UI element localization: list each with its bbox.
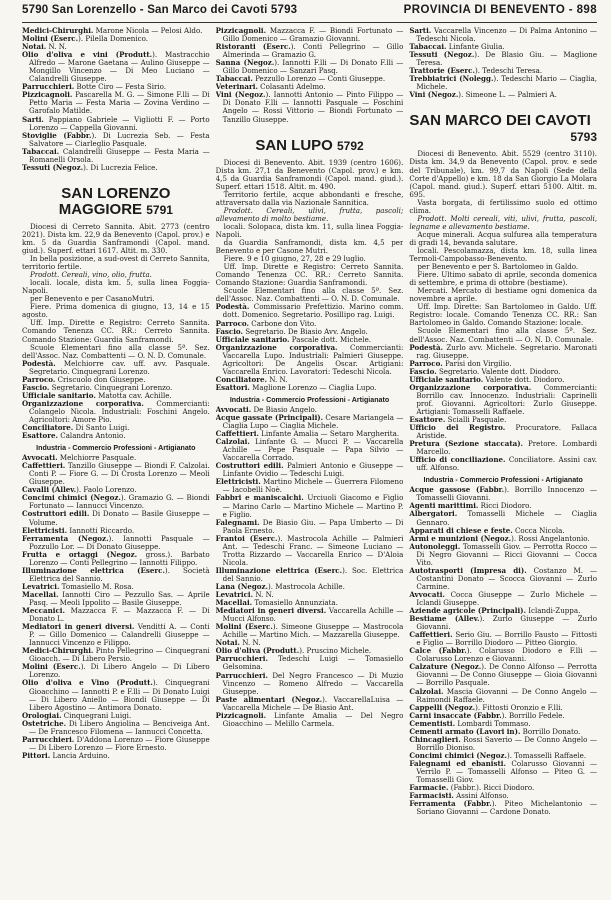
entry-category: Lana (Negoz. [215, 582, 269, 591]
entry: Ufficiale sanitario. Pascale dott. Michele. [215, 334, 372, 344]
entry: Calzolai. Linfante G. — Mucci P. — Vaccarella Achille — Pepe Pasquale — Papa Silvio — Vaccarella Corrado. [215, 437, 404, 463]
entry: Bestiame (Allev.). Zurlo Giuseppe — Zurlo Giovanni. [409, 614, 597, 632]
entry: Olio d'oliva (Produtt.). Pruscino Michele. [215, 646, 372, 656]
town-para: per Benevento e per S. Bartolomeo in Galdo. [417, 262, 579, 272]
entry-category: Acque gassate (Principali). [215, 413, 324, 423]
entry: Ufficiale sanitario. Matotta cav. Achille. [22, 390, 172, 400]
entry: Tabaccai. Calandrelli Giuseppe — Festa Maria — Romanelli Orsola. [22, 146, 210, 164]
entry-category: Meccanici. [22, 606, 65, 616]
entry: Parroco. Carbone don Vito. [215, 318, 317, 328]
entry: Caffettieri. Tanzillo Giuseppe — Biondi F. Calzolai. Conti P. — Fiore G. — Di Crosta Lorenzo — Meoli Giuseppe. [22, 461, 210, 487]
entry: Illuminazione elettrica (Eserc.). Società Elettrica del Sannio. [22, 565, 210, 583]
entry: Ristoranti (Eserc.). Conti Pellegrino — Gillo Almerinda — Gramazio G. [215, 42, 404, 60]
entry: Concimi chimici (Negoz.). Gramazio G. — Biondi Fortunato — Iannucci Vincenzo. [22, 493, 210, 511]
town-para: Prodott. Cereali, vino, olio, frutta. [30, 270, 152, 280]
entry: Esattori. Maglione Lorenzo — Ciaglia Lupo. [215, 382, 377, 392]
entry-category: Parrucchieri. [22, 82, 75, 92]
entry: Parrucchieri. Tedeschi Luigi — Tomasiello Gelsomina. [215, 654, 404, 672]
entry-category: Sarti. [409, 27, 432, 35]
entry-category: Albergatori. [409, 509, 458, 519]
entry: Fascio. Segretario. De Biasio Avv. Angelo. [215, 326, 368, 336]
town-para: locali. Pescolamazza, dista km. 18, sulla linea Termoli-Campobasso-Benevento. [409, 245, 597, 264]
entry: Ufficiale sanitario. Valente dott. Diodoro. [409, 374, 565, 384]
section-heading: Industria - Commercio Professioni - Artigianato [36, 444, 196, 453]
entry: Macellai. Tomasiello Annunziata. [215, 598, 338, 608]
entry: Podestà. Zurlo avv. Michele. Segretario. Maronati rag. Giuseppe. [409, 342, 597, 360]
entry: Parrucchieri. Del Negro Francesco — Di Muzio Vincenzo — Romeno Alfredo — Vaccarella Giuseppe. [215, 670, 404, 696]
entry-category: Parrucchieri. [215, 670, 268, 680]
town-number: 5792 [337, 138, 364, 153]
entry-category: Ostetriche. [22, 718, 67, 728]
town-para: Vasta borgata, di fertilissimo suolo ed ottimo clima. [409, 197, 597, 215]
entry-category: Pretura (Sezione staccata). [409, 439, 524, 449]
entry-category: Organizzazione corporativa. [22, 398, 144, 408]
entry: Frutta e ortaggi (Negoz. gross.). Barbato Lorenzo — Conti Pellegrino — Iannotti Filippo. [22, 549, 210, 567]
entry: Notai. N. N. [215, 638, 261, 648]
town-para: per Benevento e per CasanoMutri. [30, 294, 155, 304]
entry-category: Fascio. [22, 382, 50, 392]
entry: Esattore. Scialli Pasquale. [409, 414, 507, 424]
entry: Sarti. Vaccarella Vincenzo — Di Palma Antonino — Tedeschi Nicola. [409, 27, 597, 44]
entry-category: Ufficiale sanitario. [409, 374, 484, 384]
town-name: SAN MARCO DEI CAVOTI [409, 112, 591, 130]
entry: Molini (Eserc.). Simeone Giuseppe — Mastrocola Achille — Martino Mich. — Mazzarella Giuseppe. [215, 622, 404, 640]
entry-category: Parrucchieri. [22, 734, 75, 744]
entry-category: Orologiai. [22, 710, 62, 720]
entry-category: Elettricisti. [22, 525, 68, 535]
entry-category: Pizzicagnoli. [215, 27, 267, 35]
entry-category: Parroco. [22, 374, 56, 384]
entry-category: Mediatori in generi diversi. [22, 622, 135, 632]
entry-category: Vini (Negoz. [215, 90, 266, 100]
entry-category: Cavalli (Allev. [22, 485, 77, 495]
entry-category: Esattori. [215, 382, 250, 392]
entry: Ferramenta (Negoz.). Iannotti Pasquale — Pozzullo Lor. — Di Donato Giuseppe. [22, 533, 210, 551]
entry-category: Autotrasporti (Impresa di). [409, 565, 527, 575]
entry-category: Frutta e ortaggi (Negoz. [22, 549, 138, 559]
entry: Organizzazione corporativa. Commercianti: Colangelo Nicola. Industriali: Foschini Angelo. Agricoltori: Amore Pio. [22, 398, 210, 424]
entry-category: Apparati di chiese e feste. [409, 525, 513, 535]
entry-category: Medici-Chirurghi. [22, 27, 94, 35]
entry-category: Ufficio del Registro. [409, 423, 506, 433]
entry: Caffettieri. Linfante Amalia — Setaro Margherita. [215, 429, 400, 439]
town-para: Uff. Imp. Dirette: San Bartolomeo in Galdo. Uff. Registro: locale. Comando Tenenza CC. RR.: San Bartolomeo in Galdo. Comando Stazione: locale. [409, 302, 597, 328]
town-para: Acque minerali. Acqua sulfurea alla temperatura di gradi 14, bevanda salutare. [409, 229, 597, 247]
town-para: Scuole Elementari fino alla classe 5ª. Sez. dell'Assoc. Naz. Combattenti — O. N. D. Comunale. [22, 342, 210, 360]
entry: Conciliatore. N. N. [215, 374, 288, 384]
entry: Veterinari. Colasanti Adelmo. [215, 82, 326, 92]
entry: Meccanici. Mazzacca F. — Mazzacca F. — Di Donato L. [22, 606, 210, 624]
town-para: Scuole Elementari fino alla classe 5ª. Sez. dell'Assoc. Naz. Combattenti — O. N. D. Comunale. [215, 286, 404, 304]
entry: Farmacisti. Assini Alfonso. [409, 791, 509, 801]
entry-category: Avvocati. [409, 589, 445, 599]
entry-category: Tabaccai. [215, 74, 253, 84]
entry: Aziende agricole (Principali). Iclandi-Zuppa. [409, 606, 581, 616]
town-name-line1: SAN LORENZO [61, 184, 171, 202]
section-heading: Industria - Commercio Professioni - Artigianato [229, 395, 390, 404]
columns [22, 27, 597, 897]
entry-category: Fabbri e maniscalchi. [215, 493, 304, 503]
entry: Sanna (Negoz.). Iannotti F.lli — Di Donato F.lli — Gillo Domenico — Sanzari Pasq. [215, 58, 404, 76]
town-para: locali. Solopaca, dista km. 11, sulla linea Foggia-Napoli. [215, 221, 404, 239]
entry-category: Molini (Eserc. [22, 34, 79, 44]
entry: Pretura (Sezione staccata). Pretore. Lombardi Marcello. [409, 439, 597, 457]
entry: Cementi armato (Lavori in). Borrillo Donato. [409, 726, 581, 736]
entry: Agenti marittimi. Ricci Diodoro. [409, 501, 532, 511]
town-para: Prodott. Cereali, ulivi, frutta, pascoli; allevamento di molto bestiame. [215, 205, 404, 223]
entry: Parrucchieri. D'Addona Lorenzo — Fiore Giuseppe — Di Libero Lorenzo — Fiore Ernesto. [22, 734, 210, 752]
entry-category: Cementi armato (Lavori in). [409, 726, 521, 736]
entry-category: Tessuti (Negoz. [409, 50, 475, 60]
entry-category: Armi e munizioni (Negoz. [409, 533, 512, 543]
entry-category: Ufficiale sanitario. [22, 390, 96, 400]
entry-category: Concimi chimici (Negoz. [409, 750, 507, 760]
entry-category: Pizzicagnoli. [22, 90, 73, 100]
entry: Macellai. Iannotti Ciro — Pezzullo Sas. — Aprile Pasq. — Meoli Ippolito — Basile Giuseppe. [22, 589, 210, 607]
entry: Calzolai. Mascia Giovanni — De Conno Angelo — Raimondi Raffaele. [409, 686, 597, 704]
entry: Fascio. Segretario. Cinquegrani Lorenzo. [22, 382, 173, 392]
entry-category: Trattorie (Eserc. [409, 66, 475, 76]
column-2 [216, 27, 404, 897]
entry-category: Autonoleggi. [409, 541, 461, 551]
town-para: Prodott. Molti cereali, viti, ulivi, frutta, pascoli, legname e allevamento bestiame. [409, 213, 597, 231]
entry: Autotrasporti (Impresa di). Costanzo M. — Costantini Donato — Scocca Giovanni — Zurlo Carmine. [409, 565, 597, 591]
column-1 [22, 27, 210, 897]
town-para: Territorio fertile, acque abbondanti e fresche, attraversato dalla via Nazionale Sannitica. [215, 189, 404, 207]
entry: Organizzazione corporativa. Commercianti: Vaccarella Lupo. Industriali: Palmieri Giuseppe. Agricoltori: De Angelis Oscar. Artigiani: Vaccarella Enrico. Lavoratori: Tedeschi Nicola. [215, 342, 404, 376]
entry: Esattore. Calandra Antonio. [22, 431, 126, 441]
entry: Cavalli (Allev.). Faolo Lorenzo. [22, 485, 137, 495]
town-name: SAN LUPO [255, 136, 333, 154]
entry: Pittori. Lancia Arduino. [22, 750, 110, 760]
entry: Levatrici. N. N. [215, 590, 274, 600]
entry-category: Acque gassose (Fabbr. [409, 485, 505, 495]
entry-category: Avvocati. [215, 404, 252, 414]
entry: Organizzazione corporativa. Commercianti: Borrillo cav. Innocenzo. Industriali: Caprinelli prof. Giovanni. Agricoltori: Zurlo Giuseppe. Artigiani: Tomasselli Raffaele. [409, 382, 597, 416]
entry-category: Vini (Negoz. [409, 90, 459, 100]
entry-category: Organizzazione corporativa. [409, 382, 532, 392]
entry-category: Illuminazione elettrica (Eserc. [215, 565, 343, 575]
town-title-san-marco [409, 113, 597, 145]
section-heading: Industria - Commercio Professioni - Artigianato [423, 476, 583, 485]
entry: Farmacie. (Fabbr.). Ricci Diodoro. [409, 783, 535, 793]
entry-category: Sanna (Negoz. [215, 58, 275, 68]
entry: Medici-Chirurghi. Marone Nicola — Pelosi Aldo. [22, 27, 203, 35]
entry: Pizzicagnoli. Linfante Amalia — Del Negro Gioacchino — Melillo Carmela. [215, 710, 404, 728]
entry: Paste alimentari (Negoz.). VaccarellaLuisa — Vaccarella Michele — De Biasio Ant. [215, 694, 404, 712]
entry-category: Calzature (Negoz. [409, 662, 482, 672]
entry: Elettricisti. Martino Michele — Guerrera Filomeno — Iacobelli Noè. [215, 477, 404, 495]
entry-category: Concimi chimici (Negoz. [22, 493, 121, 503]
entry-category: Carni insaccate (Fabbr. [409, 710, 502, 720]
entry-category: Conciliatore. [22, 423, 74, 433]
entry-category: Caffettieri. [409, 630, 453, 640]
entry-category: Costruttori edili. [215, 461, 284, 471]
entry-category: Molini (Eserc. [22, 662, 81, 672]
entry: Ufficio del Registro. Procuratore. Fallaca Aristide. [409, 423, 597, 441]
entry-category: Caffettieri. [215, 429, 259, 439]
entry-category: Esattore. [409, 414, 446, 424]
town-para: Diocesi di Benevento. Abit. 1939 (centro 1606). Dista km. 27,1 da Benevento (Capol. prov.) e km. 4,5 da Guardia Sanframondi (Capol. mand. giud.). Superf. ettari 1518. Altit. m. 490. [215, 157, 404, 191]
entry: Concimi chimici (Negoz.). Tomasselli Raffaele. [409, 750, 587, 760]
entry: Molini (Eserc.). Pilella Domenico. [22, 34, 148, 44]
entry-category: Molini (Eserc. [215, 622, 273, 632]
entry: Lana (Negoz.). Mastrocola Achille. [215, 582, 345, 591]
entry-category: Olio d'oliva e vini (Produtt. [22, 50, 153, 60]
entry: Tabaccai. Pezzullo Lorenzo — Conti Giuseppe. [215, 74, 386, 84]
column-3 [409, 27, 597, 897]
entry-category: Stoviglie (Fabbr. [22, 130, 92, 140]
entry: Podestà. Melchiorre cav. uff. avv. Pasquale. Segretario. Cinquegrani Lorenzo. [22, 358, 210, 376]
entry: Falegnami. De Biasio Giu. — Papa Umberto — Di Paola Ernesto. [215, 517, 404, 535]
town-para: Scuole Elementari fino alla classe 5ª. Sez. dell'Assoc. Naz. Combattenti — O. N. D. Comunale. [409, 326, 597, 344]
town-number: 5793 [570, 130, 597, 145]
entry-category: Elettricisti. [215, 477, 261, 487]
entry: Chincaglieri. Rossi Saverio — De Conno Angelo — Borrillo Dioniso. [409, 734, 597, 752]
town-para: Fiere. Ultimo sabato di aprile, seconda domenica di settembre, e prima di ottobre (bestiame). [409, 270, 597, 288]
entry: Levatrici. Tomasiello M. Rosa. [22, 581, 134, 591]
entry: Orologiai. Cinquegrani Luigi. [22, 710, 132, 720]
entry: Cappelli (Negoz.). Fittosti Oronzio e F.lli. [409, 702, 563, 712]
entry-category: Farmacisti. [409, 791, 454, 801]
entry: Calzature (Negoz.). De Conno Alfonso — Perrotta Giovanni — De Conno Giuseppe — Gioia Giovanni — Borrillo Pasquale. [409, 662, 597, 688]
entry: Acque gassate (Principali). Cesare Mariangela — Ciaglia Lupo — Ciaglia Michele. [215, 413, 404, 431]
entry-category: Cementisti. [409, 718, 456, 728]
entry-category: Agenti marittimi. [409, 501, 479, 511]
entry-category: Illuminazione elettrica (Eserc. [22, 565, 165, 575]
town-para: locali. locale, dista km. 5, sulla linea Foggia-Napoli. [22, 278, 210, 296]
entry-category: Parroco. [409, 358, 443, 368]
entry: Parroco. Criscuolo don Giuseppe. [22, 374, 146, 384]
town-para: Fiere. 9 e 10 giugno, 27, 28 e 29 luglio. [223, 254, 366, 264]
page-header [22, 0, 597, 23]
entry: Tabaccai. Linfante Giulia. [409, 42, 505, 52]
town-para: Diocesi di Benevento. Abit. 5529 (centro 3110). Dista km. 34,9 da Benevento (Capol. prov. e sede del Tribunale), km. 99,7 da Napoli (Sede della Corte d'Appello) e km. 18 da San Giorgio La Molara (Capol. mand. giud.). Superf. ettari 5100. Altit. m. 695. [409, 149, 597, 199]
entry-category: Levatrici. [22, 581, 60, 591]
entry-category: Pittori. [22, 750, 51, 760]
town-para: Diocesi di Cerreto Sannita. Abit. 2773 (centro 2021). Dista km. 22,9 da Benevento (Capol. prov.) e km. 5 da Guardia Sanframondi (Capol. mand. giud.). Superf. ettari 1617. Altit. m. 330. [22, 221, 210, 255]
entry: Podestà. Commissario Prefettizio. Marino comm. dott. Domenico. Segretario. Posillipo rag. Luigi. [215, 302, 404, 320]
entry-category: Bestiame (Allev. [409, 614, 480, 624]
entry: Autonoleggi. Tomasselli Giov. — Perrotta Rocco — Di Negro Giovanni — Ricci Giovanni — Cocca Vito. [409, 541, 597, 567]
entry-category: Chincaglieri. [409, 734, 461, 744]
entry-category: Pizzicagnoli. [215, 710, 267, 720]
entry-category: Frantoi (Eserc. [215, 533, 278, 543]
entry: Ostetriche. Di Libero Angiolina — Benciveiga Ant. — De Francesco Filomena — Iannucci Concetta. [22, 718, 210, 736]
entry: Parrucchieri. Botte Ciro — Festa Sirio. [22, 82, 167, 92]
entry: Mediatori in generi diversi. Vaccarella Achille — Mucci Alfonso. [215, 606, 404, 624]
entry-category: Falegnami. [215, 517, 260, 527]
entry: Illuminazione elettrica (Eserc.). Soc. Elettrica del Sannio. [215, 565, 404, 583]
entry: Fabbri e maniscalchi. Urciuoli Giacomo e Figlio — Marino Carlo — Martino Michele — Martino P. e Figlio. [215, 493, 404, 519]
entry: Tessuti (Negoz.). De Blasio Giu. — Maglione Teresa. [409, 50, 597, 68]
entry-category: Macellai. [22, 589, 59, 599]
entry-category: Levatrici. [215, 590, 254, 600]
entry: Acque gassose (Fabbr.). Borrillo Innocenzo — Tomasselli Giovanni. [409, 485, 597, 503]
entry: Trattorie (Eserc.). Tedeschi Teresa. [409, 66, 543, 76]
entry-category: Olio d'oliva e Vino (Produtt. [22, 678, 153, 688]
entry-category: Ferramenta (Negoz. [22, 533, 109, 543]
entry: Conciliatore. Di Santo Luigi. [22, 423, 130, 433]
entry-category: Macellai. [215, 598, 253, 608]
town-para: Fiere. Prima domenica di giugno, 13, 14 e 15 agosto. [22, 302, 210, 320]
town-para: Uff. Imp. Dirette e Registro: Cerreto Sannita. Comando Tenenza CC. RR.: Cerreto Sannita. Comando Stazione: Guardia Sanframondi. [215, 262, 404, 288]
entry-category: Esattore. [22, 431, 59, 441]
entry-category: Paste alimentari (Negoz. [215, 694, 323, 704]
entry-category: Aziende agricole (Principali). [409, 606, 526, 616]
entry-category: Tabaccai. [22, 146, 60, 156]
entry: Apparati di chiese e feste. Cocca Nicola. [409, 525, 565, 535]
entry: Elettricisti. Iannotti Riccardo. [22, 525, 135, 535]
header-left: 5790 San Lorenzello - San Marco dei Cavoti 5793 [22, 4, 298, 16]
entry: Ufficio di conciliazione. Conciliatore. Assini cav. uff. Alfonso. [409, 455, 597, 473]
entry-category: Notai. [22, 42, 47, 52]
entry: Tessuti (Negoz.). Di Lucrezia Felice. [22, 162, 158, 172]
entry: Vini (Negoz.). Iannotti Antonio — Pinto Filippo — Di Donato F.lli — Iannotti Pasquale — Foschini Angelo — Rossi Vittorio — Biondi Fortunato — Tanzillo Giuseppe. [215, 90, 404, 124]
entry: Costruttori edili. Di Donato — Basile Giuseppe — Volume. [22, 509, 210, 527]
entry: Vini (Negoz.). Simeone L. — Palmieri A. [409, 90, 557, 100]
town-number: 5791 [146, 202, 173, 217]
town-para: Mercati. Mercato di bestiame ogni domenica da novembre a aprile. [409, 286, 597, 304]
entry: Armi e munizioni (Negoz.). Rossi Angelantonio. [409, 533, 590, 543]
entry-category: Fascio. [409, 366, 437, 376]
entry-category: Ferramenta (Fabbr. [409, 799, 492, 809]
entry-category: Ristoranti (Eserc. [215, 42, 291, 52]
entry: Pizzicagnoli. Pascarella M. G. — Simone F.lli — Di Petto Maria — Festa Maria — Zovina Verdino — Garofalo Matilde. [22, 90, 210, 116]
entry-category: Medici-Chirurghi. [22, 646, 94, 656]
header-right: PROVINCIA DI BENEVENTO - 898 [403, 4, 597, 16]
entry-category: Calzolai. [215, 437, 250, 447]
entry: Caffettieri. Serio Giu. — Borrillo Fausto — Fittosti e Figlio — Borrillo Diodoro — Pitteo Giorgio. [409, 630, 597, 648]
entry-category: Avvocati. [22, 453, 58, 463]
town-title-san-lorenzo [22, 186, 210, 218]
entry-category: Parroco. [215, 318, 250, 328]
entry: Sarti. Pappiano Gabriele — Vigliotti F. — Porto Lorenzo — Cappella Giovanni. [22, 114, 210, 132]
entry-category: Calzolai. [409, 686, 444, 696]
entry-category: Farmacie. [409, 783, 449, 793]
town-para: In bella posizione, a sud-ovest di Cerreto Sannita, territorio fertile. [22, 254, 210, 272]
entry-category: Trebbiatrici (Nolegg. [409, 74, 494, 84]
town-title-san-lupo [216, 138, 404, 154]
entry: Medici-Chirurghi. Pinto Pellegrino — Cinquegrani Gioacch. — Di Libero Persio. [22, 646, 210, 664]
entry: Molini (Eserc.). Di Libero Angelo — Di Libero Lorenzo. [22, 662, 210, 680]
entry: Mediatori in generi diversi. Venditti A. — Conti P. — Gillo Domenico — Calandrelli Giuseppe — Iannucci Vincenzo e Filippo. [22, 622, 210, 648]
entry-category: Notai. [215, 638, 240, 648]
town-para: da Guardia Sanframondi, dista km. 4,5 per Benevento e per Casone Mutri. [215, 238, 404, 256]
town-para: Uff. Imp. Dirette e Registro: Cerreto Sannita. Comando Tenenza CC. RR.: Cerreto Sannita. Comando Stazione: Guardia Sanframondi. [22, 318, 210, 344]
entry: Fascio. Segretario. Valente dott. Diodoro. [409, 366, 561, 376]
entry-category: Olio d'oliva (Produtt. [215, 646, 300, 656]
entry: Albergatori. Tomasselli Michele — Ciaglia Gennaro. [409, 509, 597, 527]
entry: Pizzicagnoli. Mazzacca F. — Biondi Fortunato — Gillo Domenico — Gramazio Giovanni. [215, 27, 404, 44]
entry-category: Tabaccai. [409, 42, 447, 52]
entry-category: Veterinari. [215, 82, 258, 92]
entry: Stoviglie (Fabbr.). Di Lucrezia Seb. — Festa Salvatore — Ciarleglio Pasquale. [22, 130, 210, 148]
entry-category: Podestà. [22, 358, 56, 368]
entry-category: Podestà. [215, 302, 250, 312]
entry: Avvocati. De Biasio Angelo. [215, 404, 317, 414]
town-name-line2: MAGGIORE [58, 200, 143, 218]
entry-category: Ufficiale sanitario. [215, 334, 290, 344]
entry: Carni insaccate (Fabbr.). Borrillo Fedele. [409, 710, 565, 720]
entry-category: Sarti. [22, 114, 44, 124]
entry: Costruttori edili. Palmieri Antonio e Giuseppe — Linfante Ovidio — Tedeschi Luigi. [215, 461, 404, 479]
entry: Avvocati. Melchiorre Pasquale. [22, 453, 137, 463]
entry-category: Costruttori edili. [22, 509, 90, 519]
entry: Falegnami ed ebanisti. Colarusso Giovanni — Verrilo P. — Tomasselli Alfonso — Piteo G. — Tomasselli Giov. [409, 758, 597, 785]
entry: Avvocati. Cocca Giuseppe — Zurlo Michele — Iclandi Giuseppe. [409, 589, 597, 607]
entry-category: Fascio. [215, 326, 244, 336]
entry: Cementisti. Lombardi Tommaso. [409, 718, 531, 728]
entry-category: Cappelli (Negoz. [409, 702, 476, 712]
entry: Frantoi (Eserc.). Mastrocola Achille — Palmieri Ant. — Tedeschi Franc. — Simeone Luciano — Trotta Rizzardo — Vaccarella Enrico — D'Aloia Nicola. [215, 533, 404, 567]
entry: Trebbiatrici (Nolegg.). Tedeschi Mario — Ciaglia, Michele. [409, 74, 597, 92]
entry-category: Parrucchieri. [215, 654, 268, 664]
entry: Olio d'oliva e vini (Produtt.). Mastracchio Alfredo — Marone Gaetana — Aulino Giuseppe — Mongillo Vincenzo — Di Meo Luciano — Calandrelli Giuseppe. [22, 50, 210, 84]
entry: Parroco. Parisi don Virgilio. [409, 358, 512, 368]
entry-category: Ufficio di conciliazione. [409, 455, 506, 465]
entry-category: Mediatori in generi diversi. [215, 606, 327, 616]
entry-category: Podestà. [409, 342, 444, 352]
entry: Calce (Fabbr.). Colarusso Diodoro e F.lli — Colarusso Lorenzo e Giovanni. [409, 646, 597, 664]
entry-category: Conciliatore. [215, 374, 267, 384]
entry: Notai. N. N. [22, 42, 67, 52]
entry: Ferramenta (Fabbr.). Piteo Michelantonio — Soriano Giovanni — Cardone Donato. [409, 799, 597, 817]
entry: Olio d'oliva e Vino (Produtt.). Cinquegrani Gioacchino — Iannotti P. e F.lli — Di Donato Luigi — Di Libero Aniello — Biondi Giuseppe — Di Libero Agostino — Antimora Donato. [22, 678, 210, 712]
entry-category: Caffettieri. [22, 461, 66, 471]
entry-category: Falegnami ed ebanisti. [409, 758, 506, 768]
entry-category: Organizzazione corporativa. [215, 342, 338, 352]
entry-category: Tessuti (Negoz. [22, 162, 84, 172]
entry-category: Calce (Fabbr. [409, 646, 467, 656]
